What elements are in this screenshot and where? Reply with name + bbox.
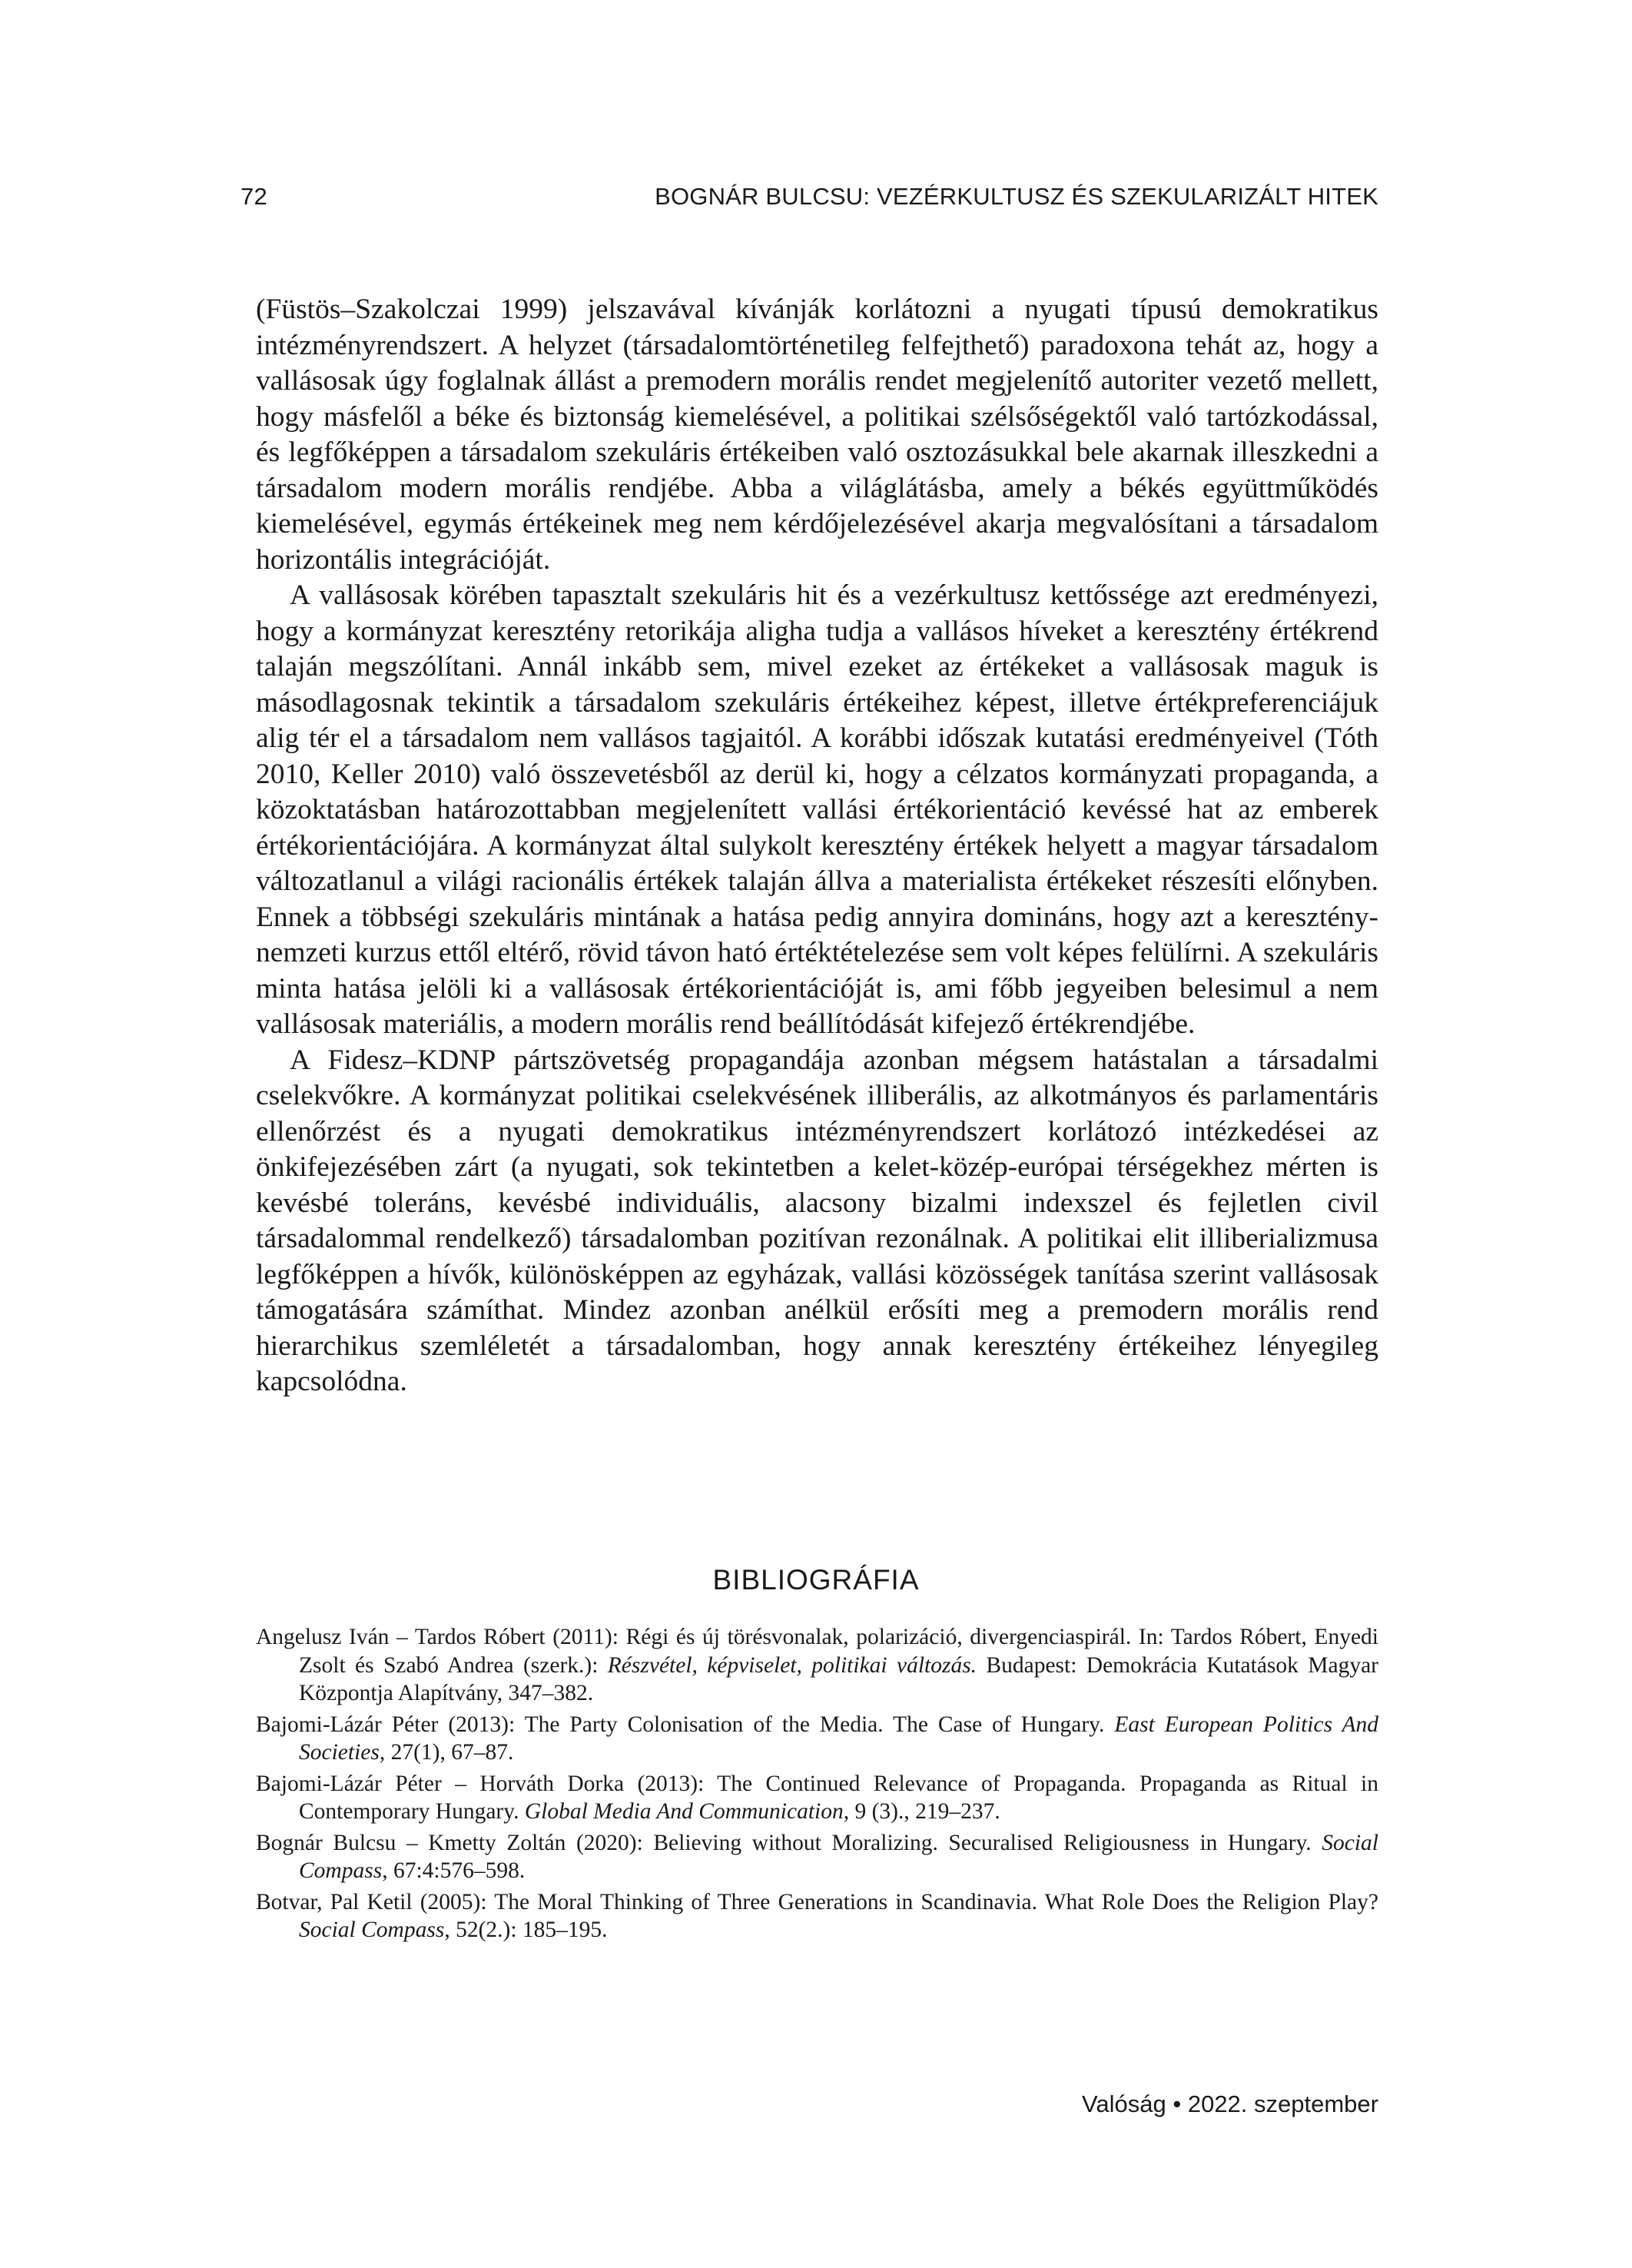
entry-text: Bajomi-Lázár Péter (2013): The Party Colonisation of the Media. The Case of Hungary. — [256, 1712, 1115, 1737]
entry-text: Angelusz Iván – Tardos Róbert (2011): Régi és új törésvonalak, polarizáció, divergenciaspirál. In: Tardos Róbert, Enyedi Zsolt és Szabó Andrea (szerk.): — [256, 1625, 1378, 1678]
entry-source-title: Részvétel, képviselet, politikai változás. — [607, 1652, 977, 1678]
entry-source-title: East European Politics And Societies — [299, 1712, 1378, 1765]
entry-source-title: Social Compass — [299, 1830, 1378, 1883]
bibliography-entry — [256, 1711, 1378, 1767]
paragraph: A Fidesz–KDNP pártszövetség propagandája azonban mégsem hatástalan a társadalmi cselekvőkre. A kormányzat politikai cselekvésének illiberális, az alkotmányos és parlamentáris ellenőrzést és a nyugati demokratikus intézményrendszert korlátozó intézkedései az önkifejezésében zárt (a nyugati, sok tekintetben a kelet-közép-európai térségekhez mérten is kevésbé toleráns, kevésbé individuális, alacsony bizalmi indexszel és fejletlen civil társadalommal rendelkező) társadalomban pozitívan rezonálnak. A politikai elit illiberializmusa legfőképpen a hívők, különösképpen az egyházak, vallási közösségek tanítása szerint vallásosak támogatására számíthat. Mindez azonban anélkül erősíti meg a premodern morális rend hierarchikus szemléletét a társadalomban, hogy annak keresztény értékeihez lényegileg kapcsolódna. — [256, 1044, 1378, 1397]
bibliography-entry — [256, 1888, 1378, 1944]
bibliography-entry — [256, 1829, 1378, 1885]
entry-text: , 9 (3)., 219–237. — [843, 1799, 1000, 1824]
bibliography-heading: BIBLIOGRÁFIA — [712, 1564, 920, 1596]
entry-text: , 52(2.): 185–195. — [444, 1918, 608, 1942]
paragraph: (Füstös–Szakolczai 1999) jelszavával kívánják korlátozni a nyugati típusú demokratikus intézményrendszert. A helyzet (társadalomtörténetileg felfejthető) paradoxona tehát az, hogy a vallásosak úgy foglalnak állást a premodern morális rendet megjelenítő autoriter vezető mellett, hogy másfelől a béke és biztonság kiemelésével, a politikai szélsőségektől való tartózkodással, és legfőképpen a társadalom szekuláris értékeiben való osztozásukkal bele akarnak illeszkedni a társadalom modern morális rendjébe. Abba a világlátásba, amely a békés együttműködés kiemelésével, egymás értékeinek meg nem kérdőjelezésével akarja megvalósítani a társadalom horizontális integrációját. — [256, 294, 1378, 576]
body-text — [256, 292, 1378, 1400]
entry-text: Bajomi-Lázár Péter – Horváth Dorka (2013): The Continued Relevance of Propaganda. Propaganda as Ritual in Contemporary Hungary. — [256, 1771, 1378, 1824]
journal-footer: Valóság • 2022. szeptember — [1082, 2090, 1378, 2117]
bibliography-entry — [256, 1623, 1378, 1708]
entry-source-title: Social Compass — [299, 1918, 445, 1942]
entry-text: , 27(1), 67–87. — [379, 1740, 514, 1765]
entry-text: Bognár Bulcsu – Kmetty Zoltán (2020): Believing without Moralizing. Securalised Religiousness in Hungary. — [256, 1830, 1322, 1855]
entry-text: , 67:4:576–598. — [382, 1858, 526, 1883]
page-number: 72 — [240, 183, 267, 210]
paragraph: A vallásosak körében tapasztalt szekuláris hit és a vezérkultusz kettőssége azt eredményezi, hogy a kormányzat keresztény retorikája aligha tudja a vallásos híveket a keresztény értékrend talaján megszólítani. Annál inkább sem, mivel ezeket az értékeket a vallásosak maguk is másodlagosnak tekintik a társadalom szekuláris értékeihez képest, illetve értékpreferenciájuk alig tér el a társadalom nem vallásos tagjaitól. A korábbi időszak kutatási eredményeivel (Tóth 2010, Keller 2010) való összevetésből az derül ki, hogy a célzatos kormányzati propaganda, a közoktatásban határozottabban megjelenített vallási értékorientáció kevéssé hat az emberek értékorientációjára. A kormányzat által sulykolt keresztény értékek helyett a magyar társadalom változatlanul a világi racionális értékek talaján állva a materialista értékeket részesíti előnyben. Ennek a többségi szekuláris mintának a hatása pedig annyira domináns, hogy azt a keresztény-nemzeti kurzus ettől eltérő, rövid távon ható értéktételezése sem volt képes felülírni. A szekuláris minta hatása jelöli ki a vallásosak értékorientációját is, ami főbb jegyeiben belesimul a nem vallásosak materiális, a modern morális rend beállítódását kifejező értékrendjébe. — [256, 579, 1378, 1040]
bibliography-list — [256, 1623, 1378, 1948]
entry-text: Botvar, Pal Ketil (2005): The Moral Thinking of Three Generations in Scandinavia. What Role Does the Religion Play? — [256, 1889, 1378, 1914]
entry-source-title: Global Media And Communication — [524, 1799, 844, 1824]
entry-text: Budapest: Demokrácia Kutatások Magyar Központja Alapítvány, 347–382. — [299, 1652, 1378, 1705]
running-title: BOGNÁR BULCSU: VEZÉRKULTUSZ ÉS SZEKULARIZÁLT HITEK — [655, 183, 1378, 210]
running-header — [240, 183, 1378, 211]
bibliography-entry — [256, 1770, 1378, 1826]
